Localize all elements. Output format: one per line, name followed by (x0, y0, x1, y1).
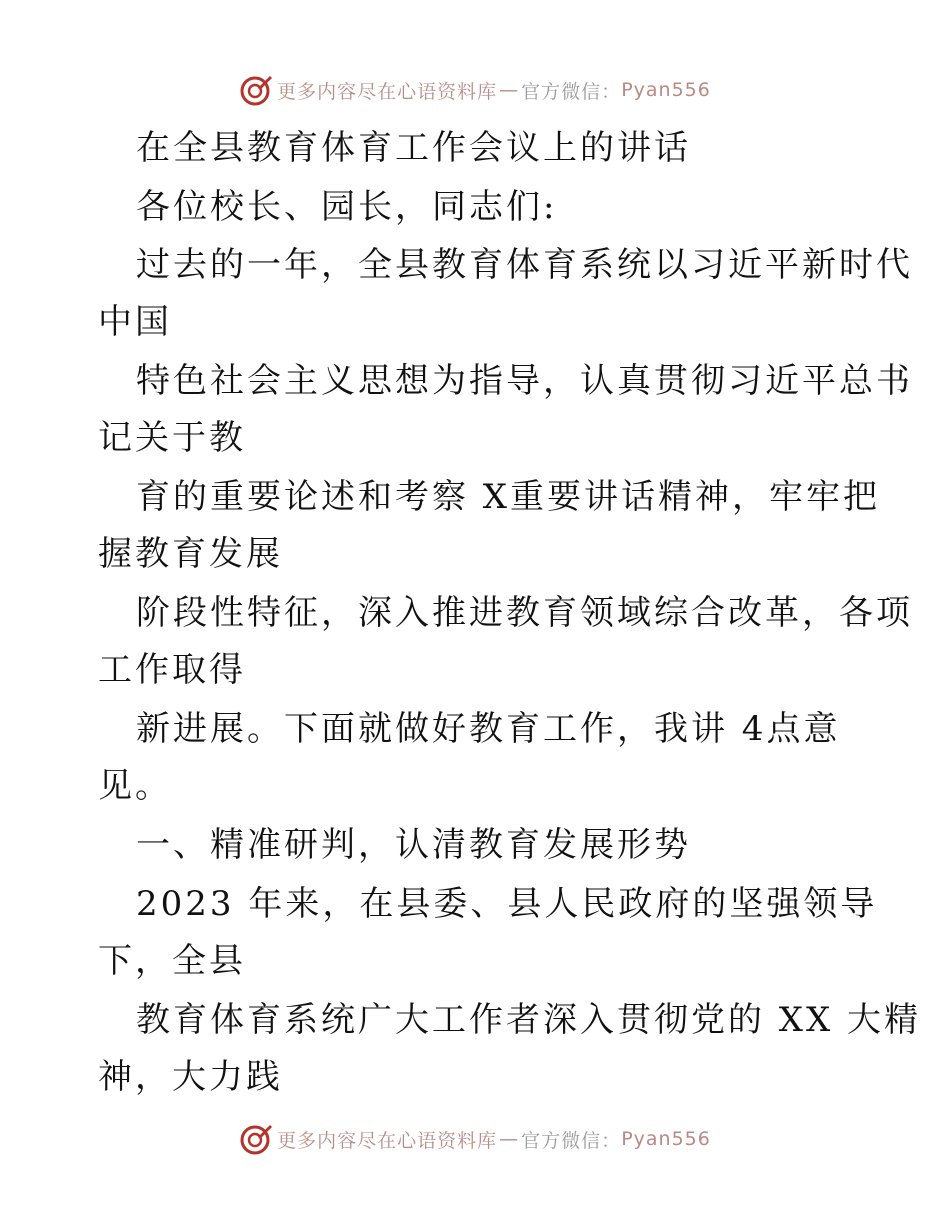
pen-logo-icon (239, 1122, 273, 1156)
watermark-site-text: 更多内容尽在心语资料库 (277, 1129, 498, 1152)
paragraph-line: 下，全县 (98, 941, 246, 981)
pen-logo-icon (239, 73, 273, 107)
document-title: 在全县教育体育工作会议上的讲话 (136, 128, 691, 168)
paragraph-line: 特色社会主义思想为指导，认真贯彻习近平总书 (136, 361, 913, 401)
salutation-line: 各位校长、园长，同志们: (136, 187, 558, 227)
paragraph-line: 神，大力践 (98, 1057, 283, 1097)
paragraph-line: 握教育发展 (98, 534, 283, 574)
paragraph-line: 记关于教 (98, 418, 246, 458)
paragraph-line: 新进展。下面就做好教育工作，我讲 4点意 (136, 709, 841, 749)
paragraph-line: 见。 (98, 766, 172, 806)
paragraph-line: 中国 (98, 302, 172, 342)
paragraph-line: 阶段性特征，深入推进教育领域综合改革，各项 (136, 593, 913, 633)
paragraph-line: 育的重要论述和考察 X重要讲话精神，牢牢把 (136, 477, 881, 517)
paragraph-line: 教育体育系统广大工作者深入贯彻党的 XX 大精 (136, 1000, 922, 1040)
header-watermark (0, 70, 950, 110)
footer-watermark (0, 1119, 950, 1159)
watermark-official-label: 官方微信： (521, 1129, 622, 1152)
watermark-wechat-id: Pyan556 (621, 79, 711, 101)
watermark-dash: — (499, 79, 520, 101)
paragraph-line: 2023 年来，在县委、县人民政府的坚强领导 (136, 884, 878, 924)
watermark-official-label: 官方微信： (521, 80, 622, 103)
section-heading: 一、精准研判，认清教育发展形势 (136, 825, 691, 865)
paragraph-line: 过去的一年，全县教育体育系统以习近平新时代 (136, 245, 913, 285)
paragraph-line: 工作取得 (98, 650, 246, 690)
watermark-wechat-id: Pyan556 (621, 1128, 711, 1150)
watermark-dash: — (499, 1128, 520, 1150)
watermark-site-text: 更多内容尽在心语资料库 (277, 80, 498, 103)
